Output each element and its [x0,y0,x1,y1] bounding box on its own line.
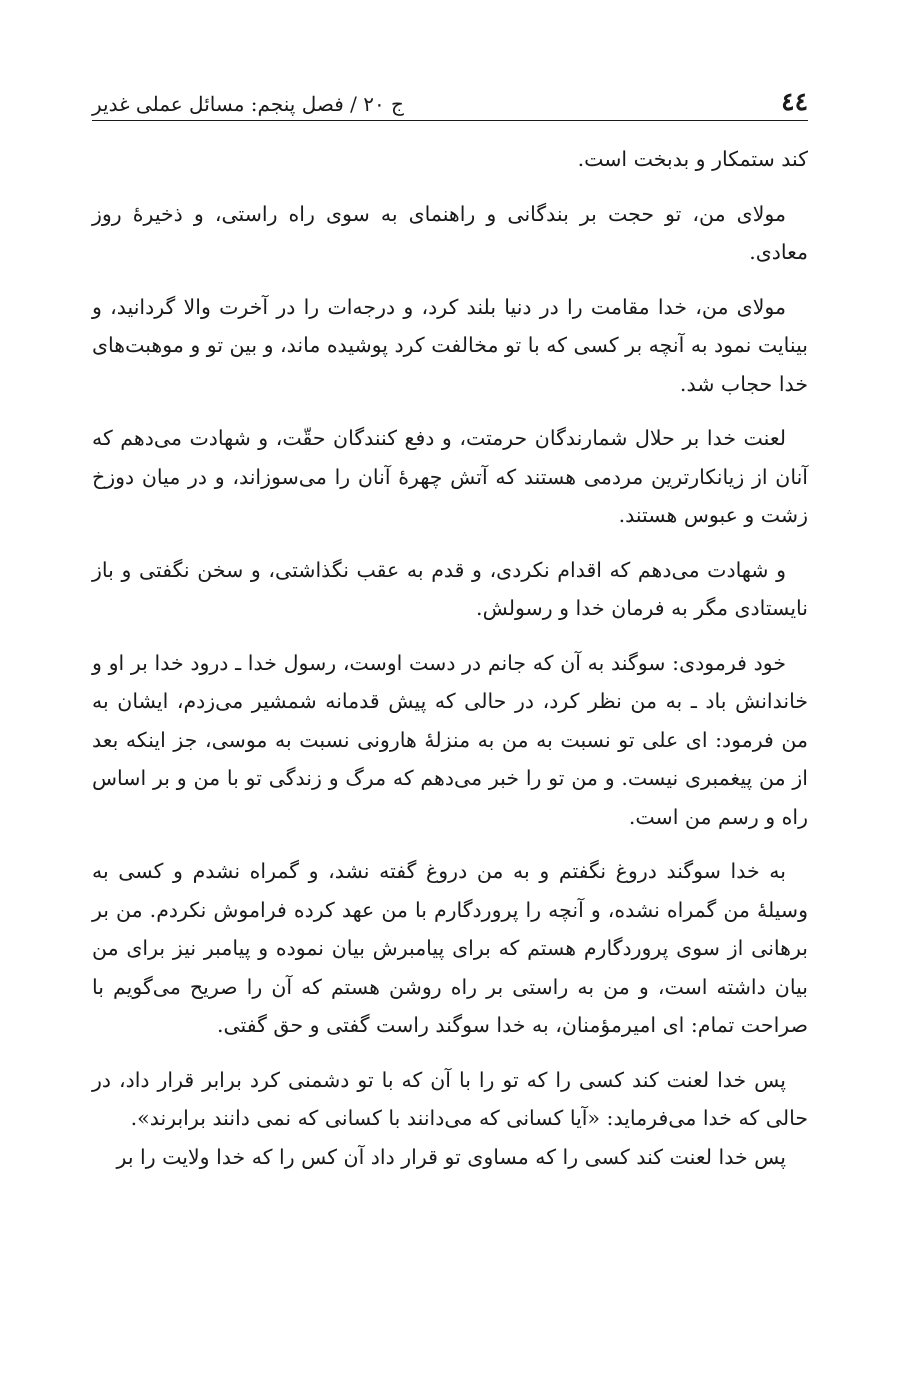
page-number: ٤٤ [781,87,808,116]
chapter-title: ج ٢٠ / فصل پنجم: مسائل عملی غدیر [92,92,404,116]
paragraph: کند ستمکار و بدبخت است. [577,147,808,171]
paragraph: و شهادت می‌دهم که اقدام نکردی، و قدم به عقب نگذاشتی، و سخن نگفتی و باز نایستادی مگر به فرمان خدا و رسولش. [92,557,808,620]
paragraph: لعنت خدا بر حلال شمارندگان حرمتت، و دفع کنندگان حقّت، و شهادت می‌دهم که آنان از زیانکارترین مردمی هستند که آتش چهرۀ آنان را می‌سوزاند، و در میان دوزخ زشت و عبوس هستند. [92,426,808,527]
book-page [92,0,808,1390]
paragraph: به خدا سوگند دروغ نگفتم و به من دروغ گفته نشد، و گمراه نشدم و کسی به وسیلۀ من گمراه نشده، و آنچه را پروردگارم با من عهد کرده فراموش نکردم. من بر برهانی از سوی پروردگارم هستم که برای پیامبرش بیان نموده و پیامبر نیز برای من بیان داشته است، و من به راستی بر راه روشن هستم که آن را صریح می‌گویم با صراحت تمام: ای امیرمؤمنان، به خدا سوگند راست گفتی و حق گفتی. [92,859,808,1037]
paragraph: خود فرمودی: سوگند به آن که جانم در دست اوست، رسول خدا ـ درود خدا بر او و خاندانش باد ـ به من نظر کرد، در حالی که پیش قدمانه شمشیر می‌زدم، ایشان به من فرمود: ای علی تو نسبت به من به منزلۀ هارونی نسبت به موسی، جز اینکه بعد از من پیغمبری نیست. و من تو را خبر می‌دهم که مرگ و زندگی تو با من و بر اساس راه و رسم من است. [92,650,808,829]
body-text [92,140,808,1192]
running-header [92,70,808,121]
paragraph: پس خدا لعنت کند کسی را که مساوی تو قرار داد آن کس را که خدا ولایت را بر [116,1144,786,1169]
paragraph: مولای من، خدا مقامت را در دنیا بلند کرد، و درجه‌ات را در آخرت والا گردانید، و بینایت نمود به آنچه بر کسی که با تو مخالفت کرد پوشیده ماند، و بین تو و موهبت‌های خدا حجاب شد. [92,294,808,396]
paragraph: پس خدا لعنت کند کسی را که تو را با آن که با تو دشمنی کرد برابر قرار داد، در حالی که خدا می‌فرماید: «آیا کسانی که می‌دانند با کسانی که نمی دانند برابرند». [92,1067,808,1130]
paragraph: مولای من، تو حجت بر بندگانی و راهنمای به سوی راه راستی، و ذخیرۀ روز معادی. [92,201,808,264]
